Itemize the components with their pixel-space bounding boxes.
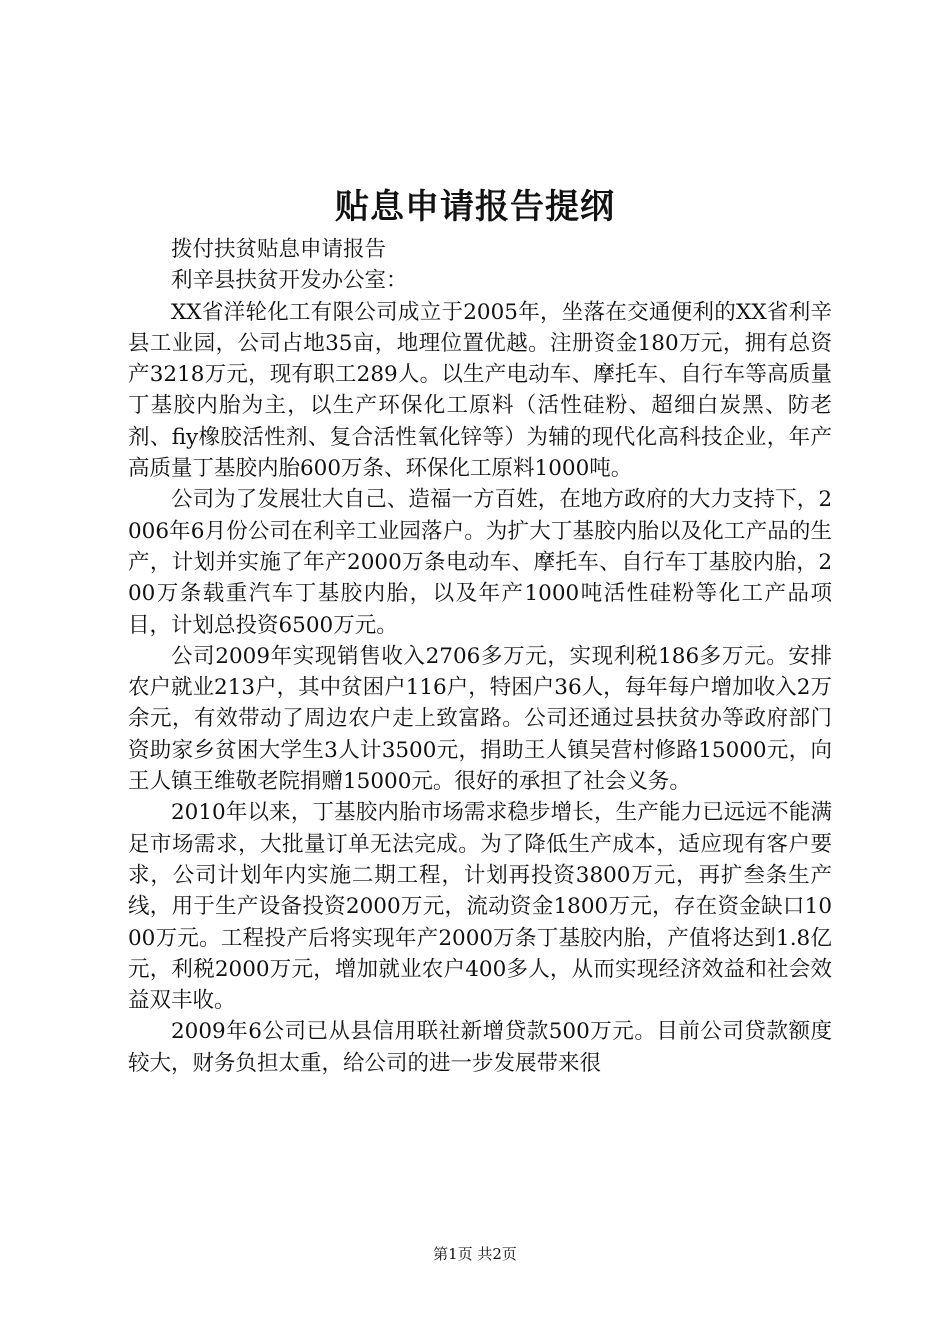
document-title: 贴息申请报告提纲 <box>335 187 615 227</box>
document-body <box>128 234 832 1079</box>
paragraph-company-intro: XX省洋轮化工有限公司成立于2005年，坐落在交通便利的XX省利辛县工业园，公司占地35亩，地理位置优越。注册资金180万元，拥有总资产3218万元，现有职工289人。以生产电动车、摩托车、自行车等高质量丁基胶内胎为主，以生产环保化工原料（活性硅粉、超细白炭黑、防老剂、fiy橡胶活性剂、复合活性氧化锌等）为辅的现代化高科技企业，年产高质量丁基胶内胎600万条、环保化工原料1000吨。 <box>128 299 832 482</box>
paragraph-report-name: 拨付扶贫贴息申请报告 <box>171 237 387 262</box>
paragraph-2010-plan: 2010年以来，丁基胶内胎市场需求稳步增长，生产能力已远远不能满足市场需求，大批量订单无法完成。为了降低生产成本，适应现有客户要求，公司计划年内实施二期工程，计划再投资3800万元，再扩叁条生产线，用于生产设备投资2000万元，流动资金1800万元，存在资金缺口1000万元。工程投产后将实现年产2000万条丁基胶内胎，产值将达到1.8亿元，利税2000万元，增加就业农户400多人，从而实现经济效益和社会效益双丰收。 <box>128 800 832 1014</box>
paragraph-development: 公司为了发展壮大自己、造福一方百姓，在地方政府的大力支持下，2006年6月份公司在利辛工业园落户。为扩大丁基胶内胎以及化工产品的生产，计划并实施了年产2000万条电动车、摩托车、自行车丁基胶内胎，200万条载重汽车丁基胶内胎，以及年产1000吨活性硅粉等化工产品项目，计划总投资6500万元。 <box>128 487 832 638</box>
paragraph-addressee: 利辛县扶贫开发办公室： <box>171 268 408 294</box>
page-footer: 第1页 共2页 <box>433 1245 517 1263</box>
paragraph-loan: 2009年6公司已从县信用联社新增贷款500万元。目前公司贷款额度较大，财务负担太重，给公司的进一步发展带来很 <box>128 1019 832 1076</box>
paragraph-2009-results: 公司2009年实现销售收入2706多万元，实现利税186多万元。安排农户就业213户，其中贫困户116户，特困户36人，每年每户增加收入2万余元，有效带动了周边农户走上致富路。公司还通过县扶贫办等政府部门资助家乡贫困大学生3人计3500元，捐助王人镇吴营村修路15000元，向王人镇王维敬老院捐赠15000元。很好的承担了社会义务。 <box>128 643 832 795</box>
